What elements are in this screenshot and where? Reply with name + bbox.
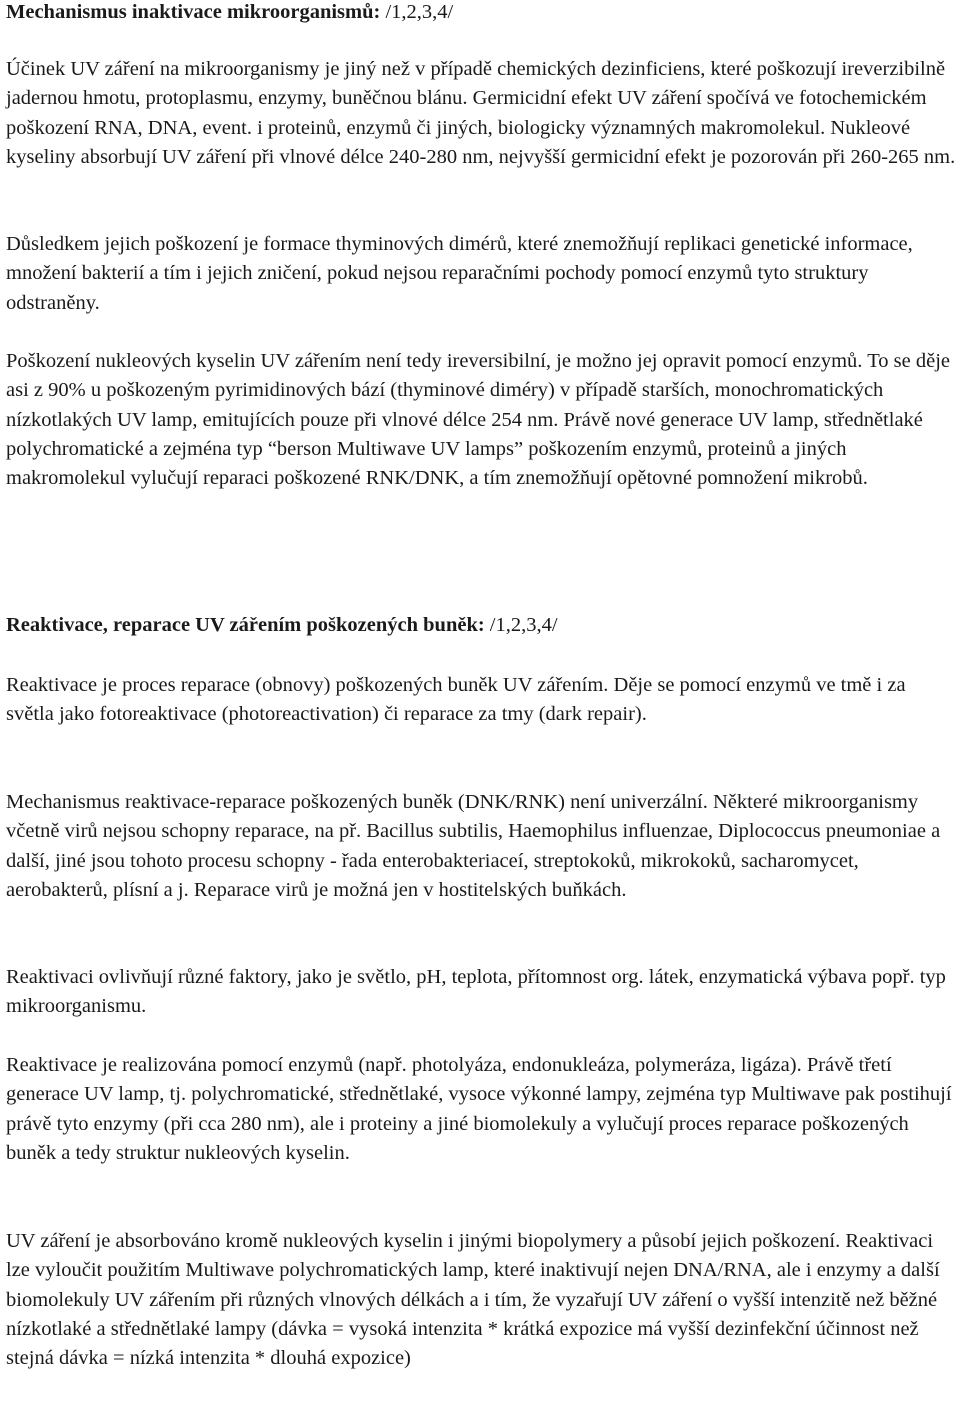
paragraph: Poškození nukleových kyselin UV zářením není tedy ireversibilní, je možno jej opravit pomocí enzymů. To se děje asi z 90% u poškozeným pyrimidinových bází (thyminové diméry) v případě starších, monochromatických nízkotlakých UV lamp, emitujících pouze při vlnové délce 254 nm. Právě nové generace UV lamp, střednětlaké polychromatické a zejména typ “berson Multiwave UV lamps” poškozením enzymů, proteinů a jiných makromolekul vylučují reparaci poškozené RNK/DNK, a tím znemožňují opětovné pomnožení mikrobů. (6, 350, 951, 490)
heading-title: Reaktivace, reparace UV zářením poškozených buněk: (6, 614, 485, 636)
paragraph: Mechanismus reaktivace-reparace poškozených buněk (DNK/RNK) není univerzální. Některé mikroorganismy včetně virů nejsou schopny reparace, na př. Bacillus subtilis, Haemophilus influenzae, Diplococcus pneumoniae a další, jiné jsou tohoto procesu schopny - řada enterobakteriaceí, streptokoků, mikrokoků, sacharomycet, aerobakterů, plísní a j. Reparace virů je možná jen v hostitelských buňkách. (6, 791, 941, 901)
paragraph: Reaktivace je realizována pomocí enzymů (např. photolyáza, endonukleáza, polymeráza, ligáza). Právě třetí generace UV lamp, tj. polychromatické, střednětlaké, vysoce výkonné lampy, zejména typ Multiwave pak postihují právě tyto enzymy (při cca 280 nm), ale i proteiny a jiné biomolekuly a vylučují proces reparace poškozených buněk a tedy struktur nukleových kyselin. (6, 1054, 952, 1164)
paragraph: Důsledkem jejich poškození je formace thyminových dimérů, které znemožňují replikaci genetické informace, množení bakterií a tím i jejich zničení, pokud nejsou reparačními pochody pomocí enzymů tyto struktury odstraněny. (6, 233, 913, 314)
heading-references: /1,2,3,4/ (380, 1, 454, 23)
paragraph: Reaktivace je proces reparace (obnovy) poškozených buněk UV zářením. Děje se pomocí enzymů ve tmě i za světla jako fotoreaktivace (photoreactivation) či reparace za tmy (dark repair). (6, 674, 906, 726)
heading-references: /1,2,3,4/ (484, 614, 558, 636)
section-heading-reactivation (6, 611, 958, 640)
paragraph: UV záření je absorbováno kromě nukleových kyselin i jinými biopolymery a působí jejich poškození. Reaktivaci lze vyloučit použitím Multiwave polychromatických lamp, které inaktivují nejen DNA/RNA, ale i enzymy a další biomolekuly UV zářením při různých vlnových délkách a i tím, že vyzařují UV záření o vyšší intenzitě než běžné nízkotlaké a střednětlaké lampy (dávka = vysoká intenzita * krátká expozice má vyšší dezinfekční účinnost než stejná dávka = nízká intenzita * dlouhá expozice) (6, 1230, 940, 1370)
heading-title: Mechanismus inaktivace mikroorganismů: (6, 1, 381, 23)
paragraph: Účinek UV záření na mikroorganismy je jiný než v případě chemických dezinficiens, které poškozují ireverzibilně jadernou hmotu, protoplasmu, enzymy, buněčnou blánu. Germicidní efekt UV záření spočívá ve fotochemickém poškození RNA, DNA, event. i proteinů, enzymů či jiných, biologicky významných makromolekul. Nukleové kyseliny absorbují UV záření při vlnové délce 240-280 nm, nejvyšší germicidní efekt je pozorován při 260-265 nm. (6, 58, 956, 168)
paragraph: Reaktivaci ovlivňují různé faktory, jako je světlo, pH, teplota, přítomnost org. látek, enzymatická výbava popř. typ mikroorganismu. (6, 966, 946, 1018)
section-heading-inactivation (6, 0, 958, 27)
